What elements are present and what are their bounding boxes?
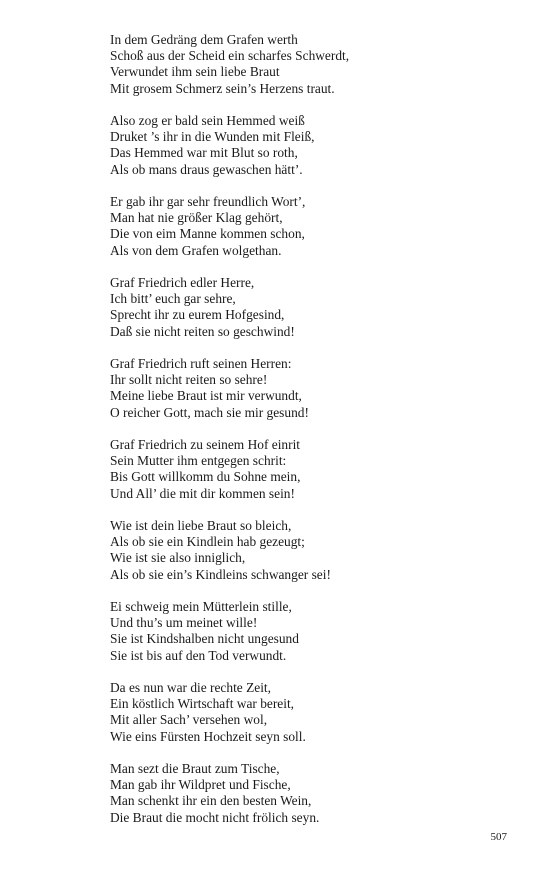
verse-line: Mit grosem Schmerz sein’s Herzens traut. — [110, 80, 335, 96]
verse-line: Meine liebe Braut ist mir verwundt, — [110, 388, 302, 404]
stanza-6 — [110, 437, 530, 502]
stanza-2 — [110, 113, 530, 178]
stanza-7 — [110, 518, 530, 583]
verse-line: Ihr sollt nicht reiten so sehre! — [110, 372, 268, 388]
verse-line: Sprecht ihr zu eurem Hofgesind, — [110, 307, 285, 323]
stanza-4 — [110, 275, 530, 340]
stanza-5 — [110, 356, 530, 421]
verse-line: Als von dem Grafen wolgethan. — [110, 242, 282, 258]
verse-line: Ei schweig mein Mütterlein stille, — [110, 599, 292, 614]
verse-line: Mit aller Sach’ versehen wol, — [110, 712, 268, 728]
verse-line: Bis Gott willkomm du Sohne mein, — [110, 469, 301, 485]
verse-line: Man hat nie größer Klag gehört, — [110, 210, 283, 226]
verse-line: Man schenkt ihr ein den besten Wein, — [110, 793, 312, 809]
verse-line: Da es nun war die rechte Zeit, — [110, 680, 271, 695]
verse-line: Druket ’s ihr in die Wunden mit Fleiß, — [110, 129, 315, 145]
stanza-10 — [110, 761, 530, 826]
verse-line: O reicher Gott, mach sie mir gesund! — [110, 404, 309, 420]
verse-line: Sie ist bis auf den Tod verwundt. — [110, 647, 287, 663]
verse-line: In dem Gedräng dem Grafen werth — [110, 32, 298, 47]
verse-line: Ich bitt’ euch gar sehre, — [110, 291, 236, 307]
verse-line: Also zog er bald sein Hemmed weiß — [110, 113, 305, 128]
verse-line: Als ob mans draus gewaschen hätt’. — [110, 161, 303, 177]
verse-line: Schoß aus der Scheid ein scharfes Schwerdt, — [110, 48, 350, 64]
verse-line: Sein Mutter ihm entgegen schrit: — [110, 453, 287, 469]
verse-line: Als ob sie ein’s Kindleins schwanger sei! — [110, 566, 331, 582]
verse-line: Ein köstlich Wirtschaft war bereit, — [110, 696, 295, 712]
stanza-9 — [110, 680, 530, 745]
verse-line: Wie ist sie also inniglich, — [110, 550, 246, 566]
page-number: 507 — [490, 831, 507, 843]
verse-line: Verwundet ihm sein liebe Braut — [110, 64, 280, 80]
stanza-3 — [110, 194, 530, 259]
verse-line: Als ob sie ein Kindlein hab gezeugt; — [110, 534, 305, 550]
stanza-8 — [110, 599, 530, 664]
verse-line: Man sezt die Braut zum Tische, — [110, 761, 280, 776]
verse-line: Und All’ die mit dir kommen sein! — [110, 485, 295, 501]
verse-line: Und thu’s um meinet wille! — [110, 615, 258, 631]
verse-line: Er gab ihr gar sehr freundlich Wort’, — [110, 194, 306, 209]
poem-text — [110, 32, 530, 842]
verse-line: Man gab ihr Wildpret und Fische, — [110, 777, 291, 793]
verse-line: Sie ist Kindshalben nicht ungesund — [110, 631, 299, 647]
verse-line: Graf Friedrich edler Herre, — [110, 275, 255, 290]
verse-line: Die Braut die mocht nicht frölich seyn. — [110, 809, 320, 825]
stanza-1 — [110, 32, 530, 97]
verse-line: Wie eins Fürsten Hochzeit seyn soll. — [110, 728, 306, 744]
verse-line: Graf Friedrich zu seinem Hof einrit — [110, 437, 301, 452]
verse-line: Das Hemmed war mit Blut so roth, — [110, 145, 298, 161]
verse-line: Daß sie nicht reiten so geschwind! — [110, 323, 295, 339]
verse-line: Die von eim Manne kommen schon, — [110, 226, 305, 242]
verse-line: Wie ist dein liebe Braut so bleich, — [110, 518, 292, 533]
verse-line: Graf Friedrich ruft seinen Herren: — [110, 356, 292, 371]
